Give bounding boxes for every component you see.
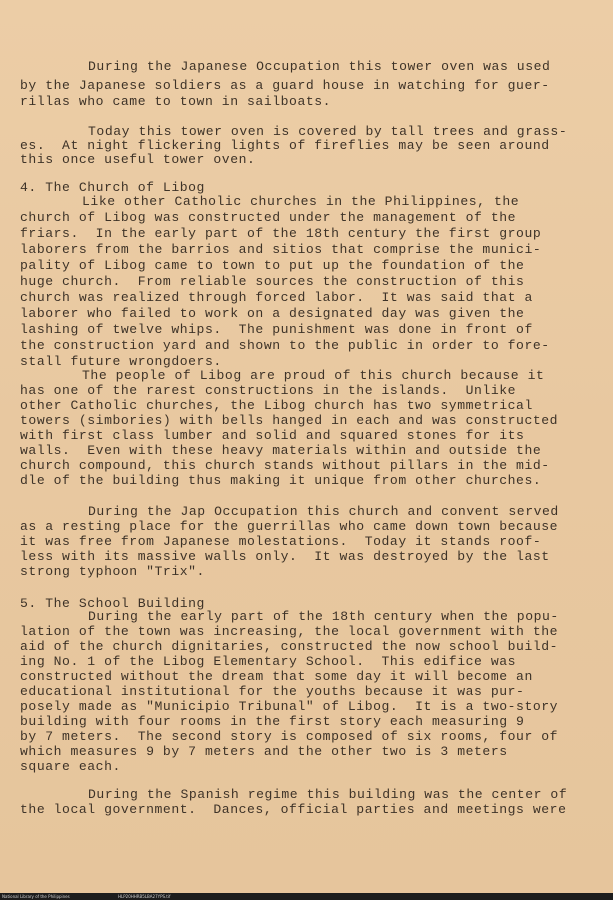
- text-line: stall future wrongdoers.: [20, 354, 222, 369]
- text-line: other Catholic churches, the Libog church has two symmetrical: [20, 398, 533, 413]
- scan-footer-bar: [0, 893, 613, 900]
- text-line: by the Japanese soldiers as a guard house in watching for guer-: [20, 78, 550, 93]
- text-line: During the Japanese Occupation this tower oven was used: [88, 59, 551, 74]
- text-line: es. At night flickering lights of fireflies may be seen around: [20, 138, 550, 153]
- text-line: huge church. From reliable sources the construction of this: [20, 274, 525, 289]
- text-line: rillas who came to town in sailboats.: [20, 94, 332, 109]
- text-line: church of Libog was constructed under the management of the: [20, 210, 517, 225]
- text-line: as a resting place for the guerrillas who came down town because: [20, 519, 559, 534]
- text-line: aid of the church dignitaries, constructed the now school build-: [20, 639, 559, 654]
- text-line: which measures 9 by 7 meters and the other two is 3 meters: [20, 744, 508, 759]
- text-line: square each.: [20, 759, 121, 774]
- text-line: towers (simbories) with bells hanged in each and was constructed: [20, 413, 559, 428]
- text-line: laborers from the barrios and sitios that comprise the munici-: [20, 242, 542, 257]
- text-line: dle of the building thus making it unique from other churches.: [20, 473, 542, 488]
- text-line: During the Spanish regime this building was the center of: [88, 787, 568, 802]
- text-line: lation of the town was increasing, the local government with the: [20, 624, 559, 639]
- text-line: it was free from Japanese molestations. Today it stands roof-: [20, 534, 542, 549]
- text-line: Today this tower oven is covered by tall trees and grass-: [88, 124, 568, 139]
- text-line: constructed without the dream that some day it will become an: [20, 669, 533, 684]
- text-line: The people of Libog are proud of this church because it: [82, 368, 545, 383]
- text-line: Like other Catholic churches in the Philippines, the: [82, 194, 520, 209]
- text-line: this once useful tower oven.: [20, 152, 256, 167]
- text-line: building with four rooms in the first story each measuring 9: [20, 714, 525, 729]
- text-line: the local government. Dances, official parties and meetings were: [20, 802, 567, 817]
- text-line: laborer who failed to work on a designated day was given the: [20, 306, 525, 321]
- text-line: posely made as "Municipio Tribunal" of Libog. It is a two-story: [20, 699, 559, 714]
- section-heading: 4. The Church of Libog: [20, 180, 205, 195]
- text-line: educational institutional for the youths because it was pur-: [20, 684, 525, 699]
- text-line: lashing of twelve whips. The punishment was done in front of: [20, 322, 533, 337]
- text-line: walls. Even with these heavy materials within and outside the: [20, 443, 542, 458]
- text-line: church compound, this church stands without pillars in the mid-: [20, 458, 550, 473]
- text-line: the construction yard and shown to the public in order to fore-: [20, 338, 550, 353]
- library-credit: National Library of the Philippines: [2, 894, 70, 899]
- text-line: pality of Libog came to town to put up the foundation of the: [20, 258, 525, 273]
- section-heading: 5. The School Building: [20, 596, 205, 611]
- text-line: friars. In the early part of the 18th century the first group: [20, 226, 542, 241]
- text-line: by 7 meters. The second story is composed of six rooms, four of: [20, 729, 559, 744]
- text-line: church was realized through forced labor. It was said that a: [20, 290, 533, 305]
- scan-filename: HLP20HHRB5LBA27YPS.tif: [118, 894, 171, 899]
- text-line: strong typhoon "Trix".: [20, 564, 205, 579]
- text-line: During the early part of the 18th century when the popu-: [88, 609, 559, 624]
- text-line: has one of the rarest constructions in the islands. Unlike: [20, 383, 517, 398]
- text-line: During the Jap Occupation this church and convent served: [88, 504, 559, 519]
- text-line: less with its massive walls only. It was destroyed by the last: [20, 549, 550, 564]
- text-line: ing No. 1 of the Libog Elementary School. This edifice was: [20, 654, 517, 669]
- text-line: with first class lumber and solid and squared stones for its: [20, 428, 525, 443]
